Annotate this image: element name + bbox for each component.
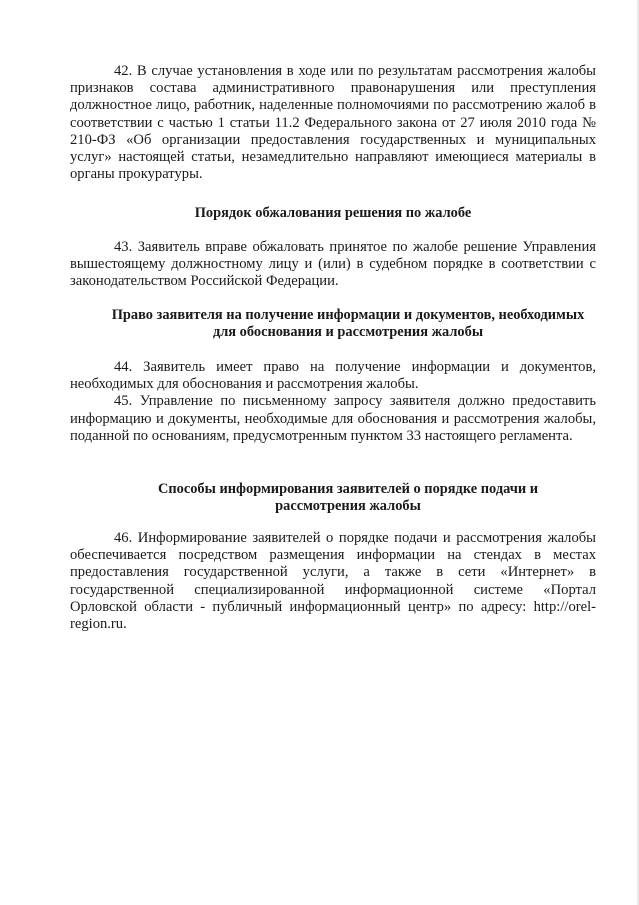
section-heading-appeal-decision — [70, 205, 596, 222]
paragraph-43-block — [70, 239, 596, 291]
paragraph-42: 42. В случае установления в ходе или по результатам рассмотрения жалобы признаков состава административного правонарушения или преступления должностное лицо, работник, наделенные полномочиями по рассмотрению жалоб в соответствии с частью 1 статьи 11.2 Федерального закона от 27 июля 2010 года № 210-ФЗ «Об организации предоставления государственных и муниципальных услуг» настоящей статьи, незамедлительно направляют имеющиеся материалы в органы прокуратуры. — [70, 63, 596, 183]
paragraphs-44-45-block — [70, 359, 596, 445]
heading-informing-methods: Способы информирования заявителей о порядке подачи и рассмотрения жалобы — [157, 481, 539, 515]
paragraph-45: 45. Управление по письменному запросу заявителя должно предоставить информацию и документы, необходимые для обоснования и рассмотрения жалобы, поданной по основаниям, предусмотренным пунктом 33 настоящего регламента. — [70, 393, 596, 444]
paragraph-44: 44. Заявитель имеет право на получение информации и документов, необходимых для обоснования и рассмотрения жалобы. — [70, 359, 596, 393]
paragraph-46-block — [70, 530, 596, 633]
section-heading-informing-methods — [120, 481, 576, 515]
heading-right-to-information: Право заявителя на получение информации и документов, необходимых для обоснования и рассмотрения жалобы — [111, 307, 585, 341]
paragraph-46: 46. Информирование заявителей о порядке подачи и рассмотрения жалобы обеспечивается посредством размещения информации на стендах в местах предоставления государственной услуги, а также в сети «Интернет» в государственной специализированной информационной системе «Портал Орловской области - публичный информационный центр» по адресу: http://orel-region.ru. — [70, 530, 596, 633]
paragraph-42-block — [70, 63, 596, 183]
section-heading-right-to-information — [100, 307, 596, 341]
paragraph-43: 43. Заявитель вправе обжаловать принятое по жалобе решение Управления вышестоящему должностному лицу и (или) в судебном порядке в соответствии с законодательством Российской Федерации. — [70, 239, 596, 290]
heading-appeal-decision: Порядок обжалования решения по жалобе — [194, 205, 472, 221]
